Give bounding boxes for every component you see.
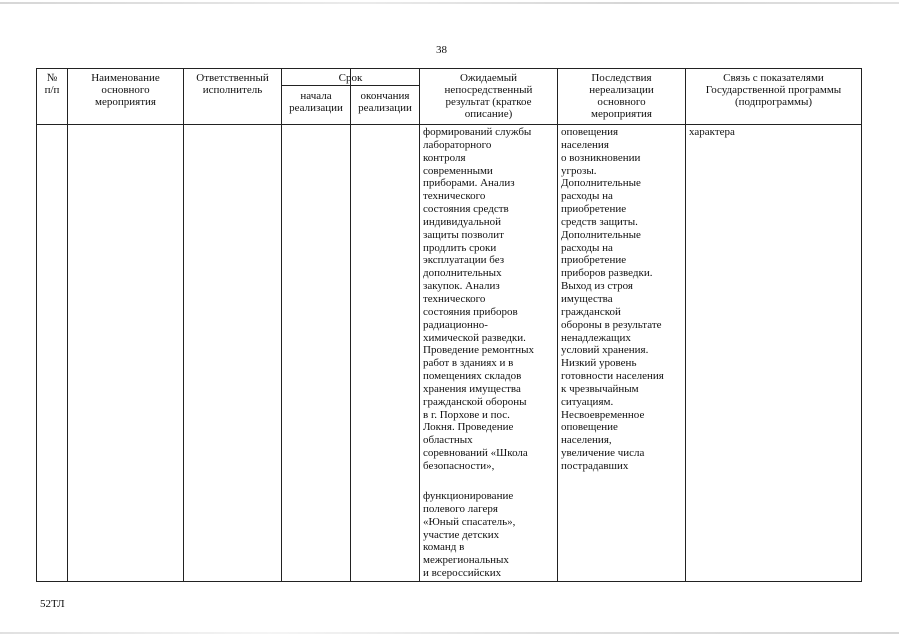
header-num: № п/п	[44, 72, 60, 96]
measures-table	[36, 68, 862, 582]
expected-result-text: формирований службы лабораторного контроля современными приборами. Анализ технического состояния средств индивидуальной защиты позволит продлить сроки эксплуатации без дополнительных закупок. Анализ технического состояния приборов радиационно- химической разведки. Проведение ремонтных работ в зданиях и в помещениях складов хранения имущества гражданской обороны в г. Порхове и пос. Локня. Проведение областных соревнований «Школа безопасности»,	[423, 126, 535, 472]
scan-edge-top	[0, 2, 899, 4]
col-divider	[183, 69, 184, 581]
col-divider	[557, 69, 558, 581]
footer-code: 52ТЛ	[40, 598, 65, 610]
term-subheader-line	[281, 85, 419, 86]
header-name: Наименование основного мероприятия	[91, 72, 160, 108]
header-term-end: окончания реализации	[358, 90, 412, 114]
header-consequences: Последствия нереализации основного мероприятия	[589, 72, 654, 120]
page-number: 38	[436, 44, 447, 56]
header-responsible: Ответственный исполнитель	[196, 72, 269, 96]
header-expected: Ожидаемый непосредственный результат (краткое описание)	[444, 72, 533, 120]
col-divider	[350, 69, 351, 581]
expected-result-text-cont: функционирование полевого лагеря «Юный спасатель», участие детских команд в межрегиональных и всероссийских	[423, 490, 516, 580]
consequences-text: оповещения населения о возникновении угрозы. Дополнительные расходы на приобретение средств защиты. Дополнительные расходы на приобретение приборов разведки. Выход из строя имущества гражданской обороны в результате ненадлежащих условий хранения. Низкий уровень готовности населения к чрезвычайным ситуациям. Несвоевременное оповещение населения, увеличение числа пострадавших	[561, 126, 664, 472]
link-text: характера	[689, 126, 735, 138]
col-divider	[685, 69, 686, 581]
header-separator	[37, 124, 861, 125]
col-divider	[67, 69, 68, 581]
header-term: Срок	[338, 72, 363, 84]
col-divider	[419, 69, 420, 581]
header-link: Связь с показателями Государственной программы (подпрограммы)	[705, 72, 842, 108]
scan-edge-bottom	[0, 632, 899, 634]
header-term-start: начала реализации	[289, 90, 343, 114]
col-divider	[281, 69, 282, 581]
